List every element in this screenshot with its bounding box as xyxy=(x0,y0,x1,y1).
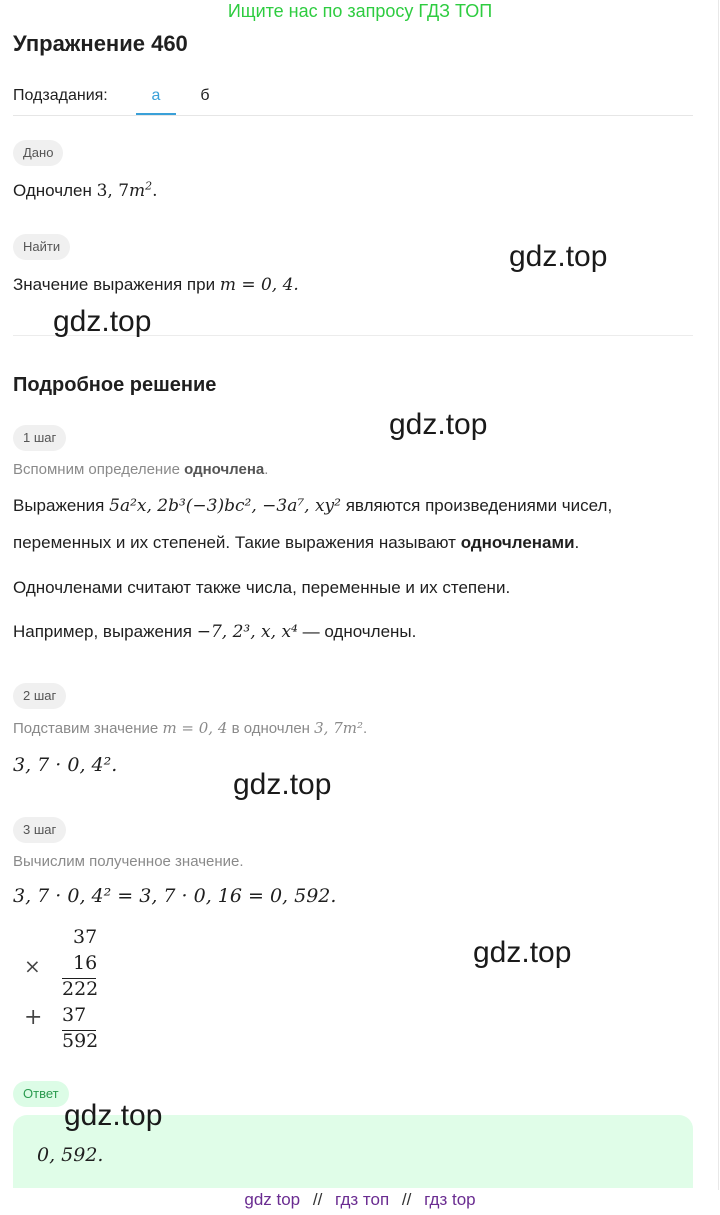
find-text: Значение выражения при xyxy=(13,275,216,294)
column-factor-a: 37 xyxy=(73,926,98,948)
step2-expr: 3, 7 · 0, 4². xyxy=(13,754,118,776)
watermark: gdz.top xyxy=(509,240,608,273)
multiply-sign: × xyxy=(24,954,41,978)
plus-sign: + xyxy=(24,1005,43,1030)
step3-badge: 3 шаг xyxy=(13,817,66,843)
footer-link[interactable]: гдз топ xyxy=(335,1190,390,1209)
step1-line3: Одночленами считают также числа, переменные и их степени. xyxy=(13,578,511,597)
given-badge: Дано xyxy=(13,140,63,166)
footer-link[interactable]: гдз top xyxy=(424,1190,476,1209)
footer-link[interactable]: gdz top xyxy=(244,1190,301,1209)
watermark: gdz.top xyxy=(64,1099,163,1132)
step3-expr: 3, 7 · 0, 4² = 3, 7 · 0, 16 = 0, 592. xyxy=(13,885,337,907)
step1-badge: 1 шаг xyxy=(13,425,66,451)
tab-subtask-b[interactable]: б xyxy=(200,87,210,104)
watermark: gdz.top xyxy=(233,768,332,801)
find-badge: Найти xyxy=(13,234,70,260)
page-title: Упражнение 460 xyxy=(13,31,188,56)
step1-hint: Вспомним определение одночлена. xyxy=(13,461,269,478)
step2-hint: Подставим значение m = 0, 4 в одночлен 3, 7m². xyxy=(13,719,368,737)
footer-separator: // xyxy=(312,1190,323,1209)
step1-line1: Выражения 5a²x, 2b³(−3)bc², −3a⁷, xy² являются произведениями чисел, xyxy=(13,496,613,516)
find-expr: m = 0, 4. xyxy=(219,275,299,295)
find-line xyxy=(13,274,299,296)
step2-badge: 2 шаг xyxy=(13,683,66,709)
watermark: gdz.top xyxy=(389,408,488,441)
given-line xyxy=(13,180,158,202)
tabs-divider xyxy=(13,115,693,116)
column-partial-1: 222 xyxy=(62,978,99,1000)
column-result: 592 xyxy=(62,1030,99,1052)
step1-line2: переменных и их степеней. Такие выражения называют одночленами. xyxy=(13,533,580,552)
solution-title: Подробное решение xyxy=(13,374,217,396)
step1-line4: Например, выражения −7, 2³, x, x⁴ — одночлены. xyxy=(13,622,417,642)
subtasks-label: Подзадания: xyxy=(13,87,108,104)
watermark: gdz.top xyxy=(53,305,152,338)
answer-value: 0, 592. xyxy=(37,1144,104,1166)
step1-example-expr: −7, 2³, x, x⁴ xyxy=(196,622,298,642)
tab-subtask-a[interactable]: а xyxy=(151,87,161,104)
answer-badge: Ответ xyxy=(13,1081,69,1107)
given-expr: 3, $7m^2$. xyxy=(96,179,158,201)
footer-links xyxy=(0,1190,720,1210)
footer-separator: // xyxy=(401,1190,412,1209)
promo-banner: Ищите нас по запросу ГДЗ ТОП xyxy=(227,1,493,21)
step1-monomials-expr: 5a²x, 2b³(−3)bc², −3a⁷, xy² xyxy=(109,496,341,516)
scrollbar-track[interactable] xyxy=(718,0,719,1190)
column-partial-2: 37 xyxy=(62,1004,87,1026)
given-text: Одночлен xyxy=(13,181,92,200)
watermark: gdz.top xyxy=(473,936,572,969)
step3-hint: Вычислим полученное значение. xyxy=(13,853,244,870)
column-factor-b: 16 xyxy=(73,952,98,974)
